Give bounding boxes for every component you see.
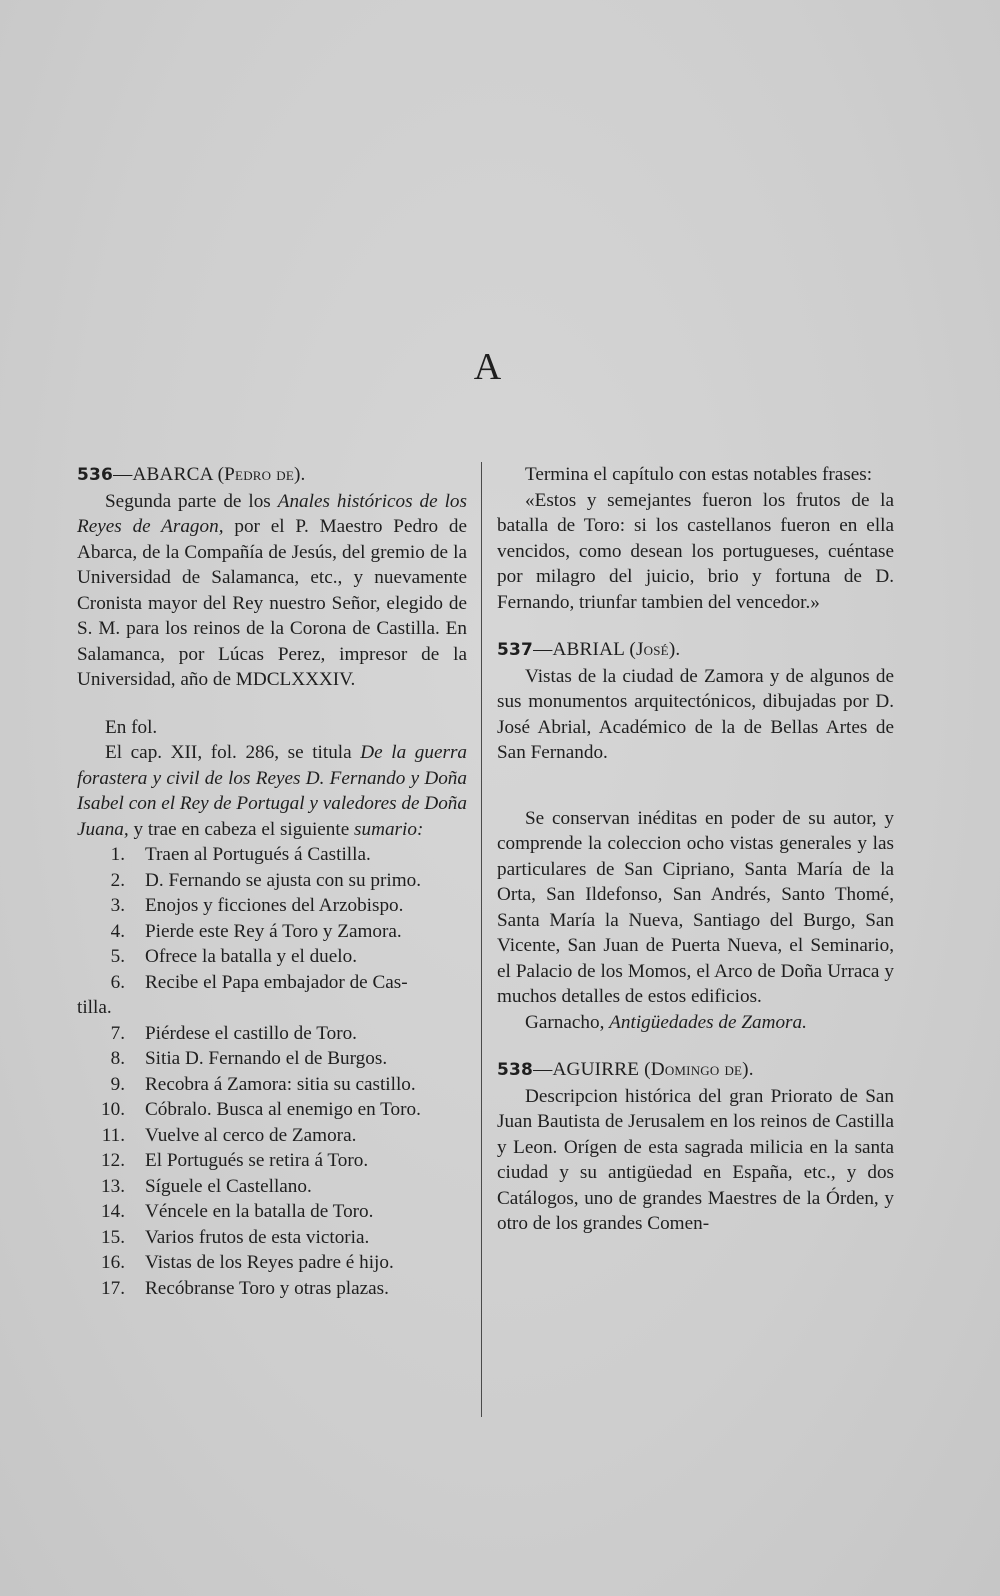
summary-item bbox=[77, 1174, 467, 1200]
spacer bbox=[497, 615, 894, 637]
entry-number: 536 bbox=[77, 465, 114, 485]
entry-given-name: (Domingo de). bbox=[644, 1059, 754, 1080]
summary-number: 10. bbox=[101, 1099, 125, 1120]
summary-text: Recóbranse Toro y otras plazas. bbox=[145, 1277, 389, 1299]
summary-text: Traen al Portugués á Castilla. bbox=[145, 844, 371, 865]
entry-given-name: (Pedro de). bbox=[217, 464, 306, 485]
entry-dash: — bbox=[113, 464, 133, 485]
right-column bbox=[497, 462, 894, 1237]
summary-item bbox=[77, 1123, 467, 1149]
summary-item bbox=[77, 1148, 467, 1174]
source-author: Garnacho, bbox=[525, 1011, 610, 1033]
summary-number: 7. bbox=[110, 1022, 125, 1044]
work-title: Anales históricos de los Reyes de Aragon, bbox=[77, 490, 467, 537]
summary-number: 13. bbox=[101, 1175, 125, 1197]
entry-536-format: En fol. bbox=[105, 716, 158, 738]
summary-item bbox=[77, 1072, 467, 1098]
spacer bbox=[497, 1035, 894, 1057]
summary-text: Síguele el Castellano. bbox=[145, 1175, 312, 1197]
summary-label: sumario: bbox=[354, 818, 424, 840]
summary-number: 3. bbox=[110, 895, 125, 916]
entry-537-note: Se conservan inéditas en poder de su autor, y comprende la coleccion ocho vistas generales y las particulares de San Cipriano, Santa María de la Orta, San Ildefonso, San Andrés, Santo Thomé, Santa María la Nueva, Santiago del Burgo, San Vicente, San Juan de Puerta Nueva, el Seminario, el Palacio de los Momos, el Arco de Doña Urraca y muchos detalles de estos edificios. bbox=[497, 807, 894, 1007]
summary-item bbox=[77, 1250, 467, 1276]
summary-text: Enojos y ficciones del Arzobispo. bbox=[145, 895, 404, 916]
summary-number: 4. bbox=[110, 920, 125, 942]
column-divider bbox=[481, 462, 482, 1417]
summary-number: 5. bbox=[110, 946, 125, 967]
entry-538-description: Descripcion histórica del gran Priorato de San Juan Bautista de Jerusalem en los reinos de Castilla y Leon. Orígen de esta sagrada milicia en la santa ciudad y su antigüedad en España, etc., y dos Catálogos, uno de grandes Maestres de la Órden, y otro de los grandes Comen- bbox=[497, 1085, 894, 1234]
summary-number: 17. bbox=[101, 1277, 125, 1299]
summary-text: Ofrece la batalla y el duelo. bbox=[145, 946, 358, 967]
description-text: Segunda parte de los bbox=[105, 490, 278, 512]
entry-given-name: (José). bbox=[629, 639, 681, 660]
entry-name: ABARCA bbox=[132, 464, 213, 485]
summary-text: Cóbralo. Busca al enemigo en Toro. bbox=[145, 1099, 421, 1120]
summary-text: Recibe el Papa embajador de Cas- bbox=[145, 971, 408, 993]
summary-text: Piérdese el castillo de Toro. bbox=[145, 1022, 357, 1044]
entry-536-closing: Termina el capítulo con estas notables frases: bbox=[525, 464, 873, 485]
chapter-text-cont: y trae en cabeza el siguiente bbox=[128, 818, 355, 840]
summary-number: 14. bbox=[101, 1201, 125, 1222]
entry-name: ABRIAL bbox=[552, 639, 625, 660]
entry-537-source bbox=[497, 1010, 894, 1036]
summary-text: Sitia D. Fernando el de Burgos. bbox=[145, 1048, 388, 1069]
entry-536-quote: «Estos y semejantes fueron los frutos de la batalla de Toro: si los castellanos fueron en ella vencidos, como desean los portugueses, cuéntase por milagro del juicio, brio y fortuna de D. Fernando, triunfar tambien del vencedor.» bbox=[497, 489, 894, 613]
summary-text: Vuelve al cerco de Zamora. bbox=[145, 1124, 357, 1146]
entry-number: 537 bbox=[497, 640, 534, 660]
summary-text: Vistas de los Reyes padre é hijo. bbox=[145, 1252, 394, 1273]
summary-item bbox=[77, 842, 467, 868]
description-text-cont: por el P. Maestro Pedro de Abarca, de la Compañía de Jesús, del gremio de la Universidad de Salamanca, etc., y nuevamente Cronista mayor del Rey nuestro Señor, elegido de S. M. para los reinos de la Corona de Castilla. En Salamanca, por Lúcas Perez, impresor de la Universidad, año de MDCLXXXIV. bbox=[77, 516, 467, 690]
entry-name: AGUIRRE bbox=[552, 1059, 640, 1080]
chapter-text: El cap. XII, fol. 286, se titula bbox=[105, 742, 361, 763]
summary-number: 11. bbox=[101, 1124, 125, 1146]
entry-537-description: Vistas de la ciudad de Zamora y de algunos de sus monumentos arquitectónicos, dibujadas por D. José Abrial, Académico de la de Bellas Artes de San Fernando. bbox=[497, 665, 894, 763]
entry-number: 538 bbox=[497, 1060, 534, 1080]
summary-text: Varios frutos de esta victoria. bbox=[145, 1226, 370, 1248]
source-title: Antigüedades de Zamora. bbox=[609, 1011, 807, 1033]
summary-item bbox=[77, 868, 467, 894]
entry-537-heading bbox=[497, 637, 894, 664]
summary-number: 1. bbox=[110, 844, 125, 865]
entry-dash: — bbox=[533, 1059, 553, 1080]
summary-item bbox=[77, 1046, 467, 1072]
entry-536-heading bbox=[77, 462, 467, 489]
summary-number: 16. bbox=[101, 1252, 125, 1273]
entry-dash: — bbox=[533, 639, 553, 660]
summary-list bbox=[77, 842, 467, 1301]
summary-number: 8. bbox=[110, 1048, 125, 1069]
summary-number: 15. bbox=[101, 1226, 125, 1248]
entry-536-chapter-note bbox=[77, 740, 467, 842]
summary-item bbox=[77, 919, 467, 945]
left-column bbox=[77, 462, 467, 1301]
summary-text: D. Fernando se ajusta con su primo. bbox=[145, 869, 422, 891]
summary-item bbox=[77, 1199, 467, 1225]
summary-item bbox=[77, 1021, 467, 1047]
entry-538-heading bbox=[497, 1057, 894, 1084]
entry-536-description bbox=[77, 489, 467, 693]
summary-item bbox=[77, 1097, 467, 1123]
summary-number: 6. bbox=[110, 971, 125, 993]
summary-item bbox=[77, 1276, 467, 1302]
chapter-title: De la guerra forastera y civil de los Reyes D. Fernando y Doña Isabel con el Rey de Portugal y valedores de Doña Juana, bbox=[77, 742, 468, 840]
summary-item bbox=[77, 893, 467, 919]
section-letter: A bbox=[473, 346, 503, 388]
summary-item bbox=[77, 944, 467, 970]
summary-number: 9. bbox=[110, 1073, 125, 1095]
summary-text: Véncele en la batalla de Toro. bbox=[145, 1201, 374, 1222]
summary-text: El Portugués se retira á Toro. bbox=[145, 1150, 369, 1171]
summary-number: 2. bbox=[110, 869, 125, 891]
summary-item bbox=[77, 1225, 467, 1251]
summary-text: Pierde este Rey á Toro y Zamora. bbox=[145, 920, 402, 942]
summary-number: 12. bbox=[101, 1150, 125, 1171]
summary-text: Recobra á Zamora: sitia su castillo. bbox=[145, 1073, 416, 1095]
spacer bbox=[497, 766, 894, 806]
summary-item bbox=[77, 970, 467, 1021]
spacer bbox=[77, 693, 467, 715]
summary-text-cont: tilla. bbox=[77, 997, 112, 1018]
